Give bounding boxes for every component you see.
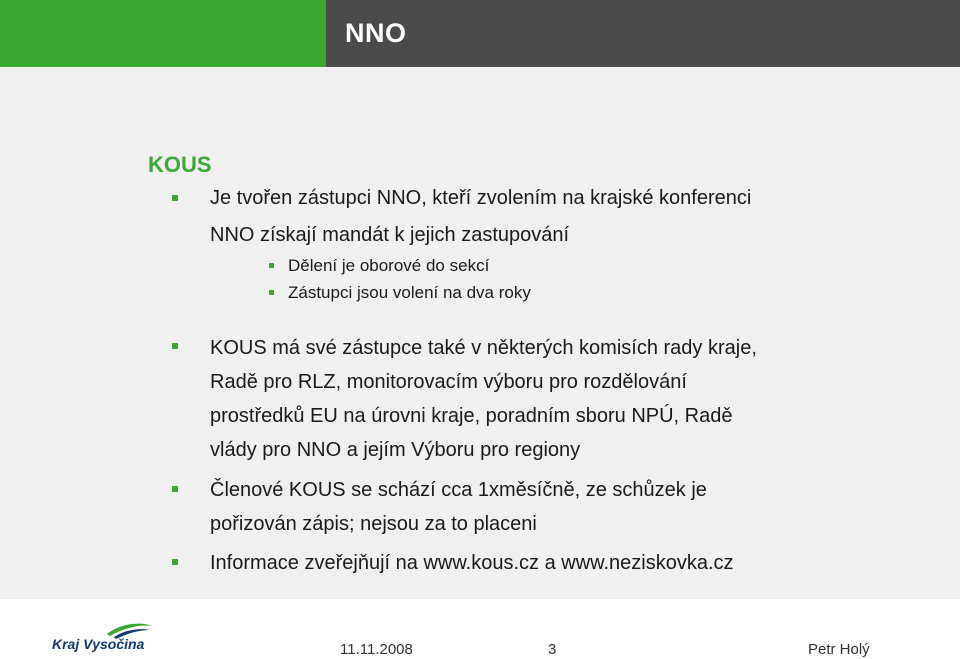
footer-author: Petr Holý [808,641,870,658]
sub-bullet-marker-icon [269,290,274,295]
bullet-marker-icon [172,343,178,349]
sub-bullet-marker-icon [269,263,274,268]
bullet-2-line-3: prostředků EU na úrovni kraje, poradním sboru NPÚ, Radě [210,405,733,427]
slide-title: NNO [345,18,407,48]
bullet-2-line-2: Radě pro RLZ, monitorovacím výboru pro rozdělování [210,371,687,393]
slide-header [0,0,960,67]
bullet-3-line-2: pořizován zápis; nejsou za to placeni [210,513,537,535]
header-accent-bar [0,0,326,67]
bullet-3-line-1: Členové KOUS se schází cca 1xměsíčně, ze schůzek je [210,479,707,501]
bullet-1-line-2: NNO získají mandát k jejich zastupování [210,224,570,246]
footer-date: 11.11.2008 [340,641,413,658]
sub-item-2: Zástupci jsou volení na dva roky [288,283,531,302]
sub-item-1: Dělení je oborové do sekcí [288,256,490,275]
bullet-4-line-1: Informace zveřejňují na www.kous.cz a www.neziskovka.cz [210,552,734,574]
logo-wordmark: Kraj Vysočina [52,636,145,652]
bullet-2-line-4: vlády pro NNO a jejím Výboru pro regiony [210,439,581,461]
bullet-2-line-1: KOUS má své zástupce také v některých komisích rady kraje, [210,337,757,359]
bullet-marker-icon [172,559,178,565]
bullet-marker-icon [172,486,178,492]
bullet-marker-icon [172,195,178,201]
page-number: 3 [548,641,557,658]
section-heading: KOUS [148,152,212,177]
bullet-1-line-1: Je tvořen zástupci NNO, kteří zvolením na krajské konferenci [210,187,752,209]
